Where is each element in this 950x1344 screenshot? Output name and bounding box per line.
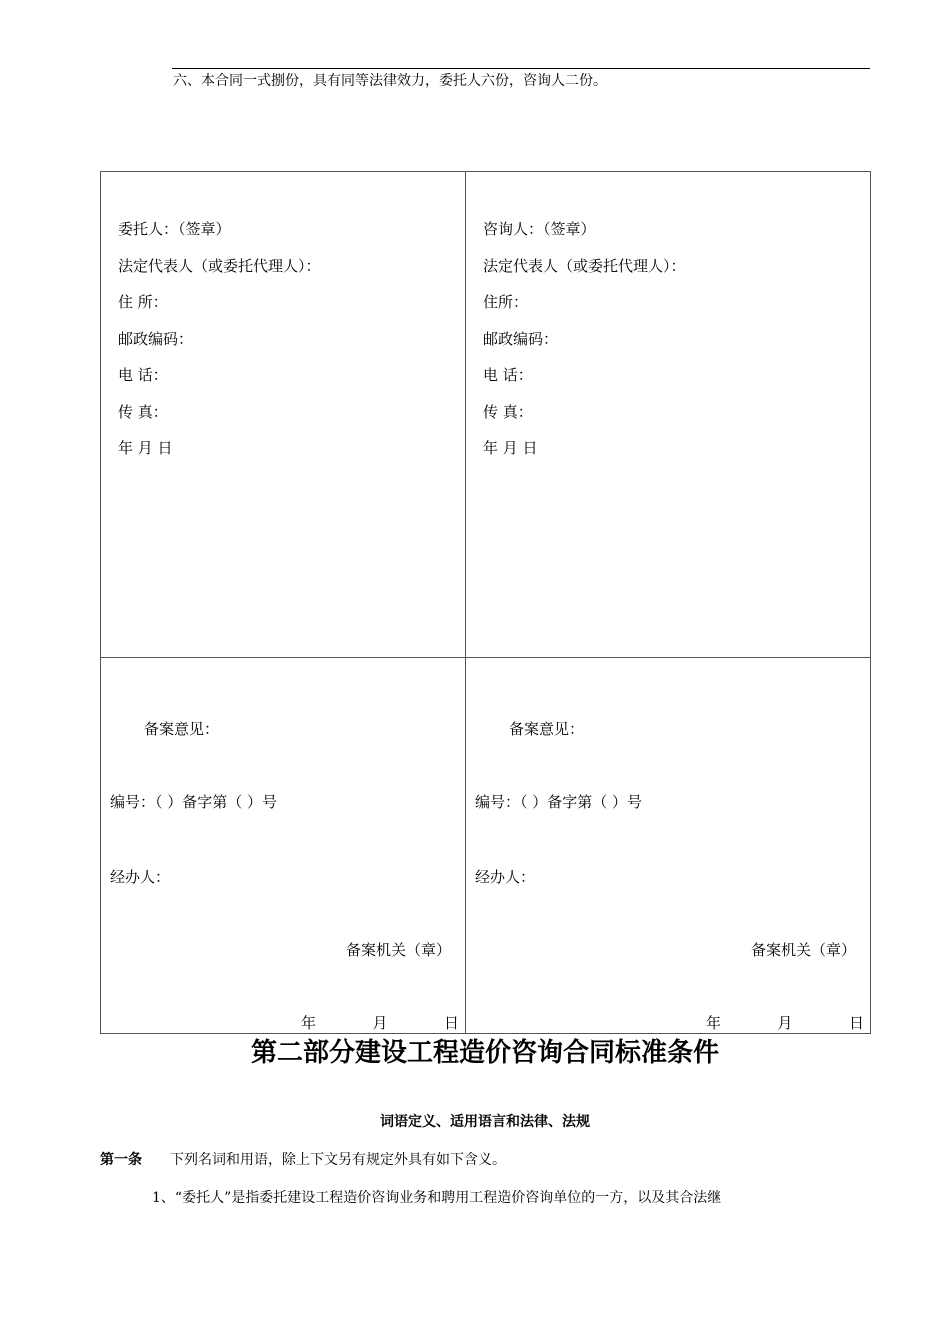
consultant-date-line: 年 月 日 bbox=[483, 439, 538, 457]
client-signature-cell bbox=[101, 172, 466, 658]
client-phone-line: 电 话： bbox=[118, 366, 168, 384]
consultant-representative-line: 法定代表人（或委托代理人）： bbox=[483, 256, 686, 275]
consultant-fax-line: 传 真： bbox=[483, 402, 533, 421]
record-handler-label: 经办人： bbox=[110, 868, 171, 886]
record-date-line bbox=[706, 1013, 864, 1033]
consultant-seal-line: 咨询人：（签章） bbox=[483, 220, 596, 238]
date-year: 年 bbox=[301, 1014, 317, 1032]
record-opinion-label: 备案意见： bbox=[144, 720, 220, 738]
client-fax-line: 传 真： bbox=[118, 402, 168, 421]
record-number-line: 编号：（ ）备字第（ ）号 bbox=[110, 793, 278, 811]
date-day: 日 bbox=[443, 1014, 459, 1032]
consultant-phone-line: 电 话： bbox=[483, 366, 533, 384]
record-agency-label: 备案机关（章） bbox=[345, 941, 451, 959]
record-agency-label: 备案机关（章） bbox=[750, 941, 856, 959]
definition-item-one: 1、“委托人”是指委托建设工程造价咨询业务和聘用工程造价咨询单位的一方，以及其合法继 bbox=[152, 1190, 722, 1206]
part-two-title: 第二部分建设工程造价咨询合同标准条件 bbox=[250, 1038, 719, 1068]
signature-table bbox=[100, 171, 871, 1034]
record-number-line: 编号：（ ）备字第（ ）号 bbox=[475, 793, 643, 811]
date-month: 月 bbox=[372, 1014, 388, 1032]
client-seal-line: 委托人：（签章） bbox=[118, 220, 231, 238]
consultant-signature-cell bbox=[466, 172, 871, 658]
date-day: 日 bbox=[848, 1014, 864, 1032]
client-date-line: 年 月 日 bbox=[118, 439, 173, 457]
article-one bbox=[100, 1150, 506, 1170]
article-one-text: 下列名词和用语，除上下文另有规定外具有如下含义。 bbox=[170, 1152, 506, 1168]
consultant-signature-block bbox=[483, 218, 686, 474]
record-cell-left bbox=[101, 658, 466, 1034]
article-one-label: 第一条 bbox=[100, 1152, 142, 1168]
section-heading: 词语定义、适用语言和法律、法规 bbox=[380, 1114, 590, 1130]
client-signature-block bbox=[118, 218, 321, 474]
clause-six: 六、本合同一式捌份，具有同等法律效力，委托人六份，咨询人二份。 bbox=[173, 73, 607, 89]
record-cell-right bbox=[466, 658, 871, 1034]
header-rule bbox=[172, 68, 870, 69]
date-year: 年 bbox=[706, 1014, 722, 1032]
client-representative-line: 法定代表人（或委托代理人）： bbox=[118, 256, 321, 275]
record-opinion-label: 备案意见： bbox=[509, 720, 585, 738]
client-postcode-line: 邮政编码： bbox=[118, 329, 194, 348]
date-month: 月 bbox=[777, 1014, 793, 1032]
record-handler-label: 经办人： bbox=[475, 868, 536, 886]
record-date-line bbox=[301, 1013, 459, 1033]
client-address-line: 住 所： bbox=[118, 293, 168, 311]
consultant-postcode-line: 邮政编码： bbox=[483, 329, 559, 348]
consultant-address-line: 住所： bbox=[483, 293, 529, 311]
